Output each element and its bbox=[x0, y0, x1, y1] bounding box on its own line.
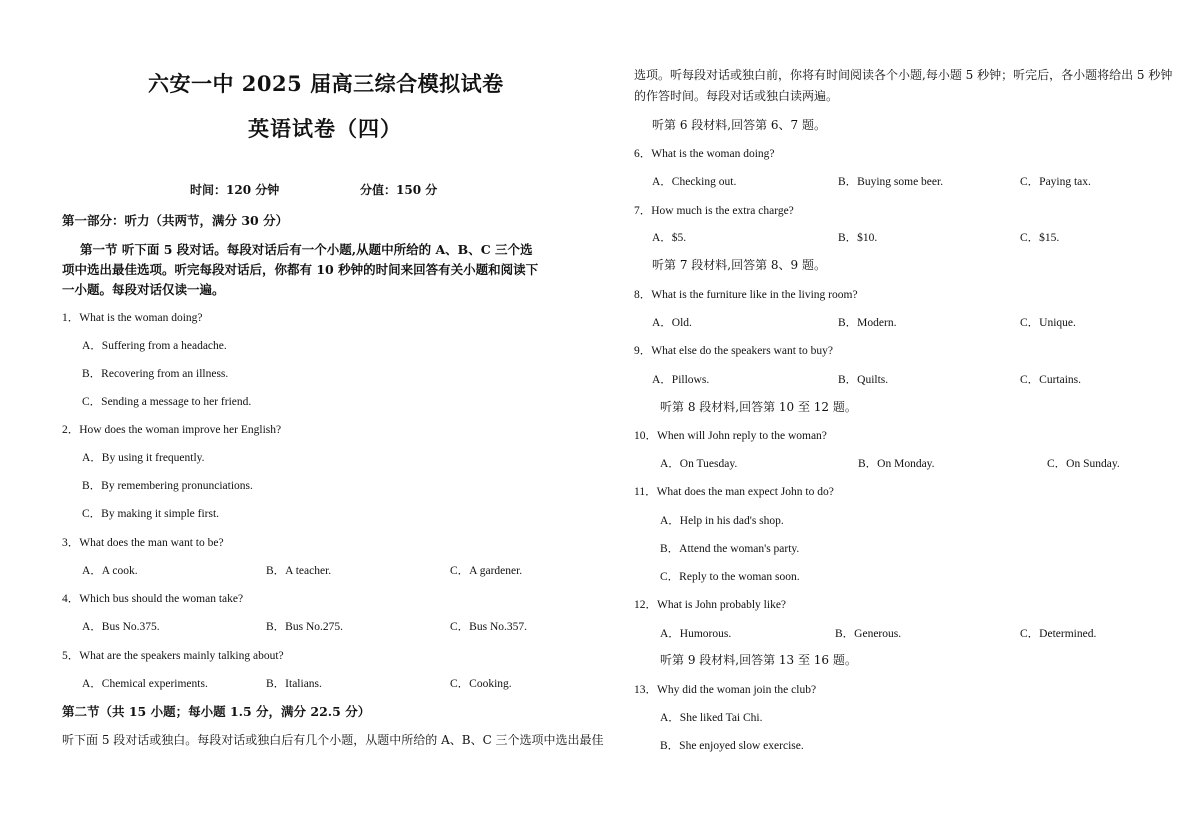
q7-option-c: C．$15. bbox=[1020, 232, 1060, 244]
section1-instructions-line3: 一小题。每段对话仅读一遍。 bbox=[62, 282, 225, 297]
question-11: 11．What does the man expect John to do? bbox=[634, 486, 834, 498]
q1-option-b: B．Recovering from an illness. bbox=[82, 368, 229, 380]
question-10: 10．When will John reply to the woman? bbox=[634, 430, 827, 442]
exam-time: 时间：120 分钟 bbox=[190, 183, 280, 197]
q2-option-a: A．By using it frequently. bbox=[82, 452, 205, 464]
q3-option-b: B．A teacher. bbox=[266, 565, 332, 577]
q2-option-c: C．By making it simple first. bbox=[82, 508, 220, 520]
exam-title: 六安一中 2025 届高三综合模拟试卷 bbox=[148, 71, 504, 96]
q12-option-b: B．Generous. bbox=[835, 628, 902, 640]
section2-heading: 第二节（共 15 小题；每小题 1.5 分，满分 22.5 分） bbox=[62, 704, 371, 719]
material-8-heading: 听第 8 段材料,回答第 10 至 12 题。 bbox=[660, 400, 857, 414]
section1-instructions-line2: 项中选出最佳选项。听完每段对话后，你都有 10 秒钟的时间来回答有关小题和阅读下 bbox=[62, 262, 539, 277]
q10-option-a: A．On Tuesday. bbox=[660, 458, 738, 470]
q11-option-c: C．Reply to the woman soon. bbox=[660, 571, 800, 583]
q9-option-c: C．Curtains. bbox=[1020, 374, 1082, 386]
question-3: 3．What does the man want to be? bbox=[62, 537, 224, 549]
q11-option-a: A．Help in his dad's shop. bbox=[660, 515, 784, 527]
question-4: 4．Which bus should the woman take? bbox=[62, 593, 244, 605]
q8-option-c: C．Unique. bbox=[1020, 317, 1076, 329]
q7-option-a: A．$5. bbox=[652, 232, 687, 244]
exam-score: 分值：150 分 bbox=[360, 183, 438, 197]
section2-intro-line3: 的作答时间。每段对话或独白读两遍。 bbox=[634, 89, 839, 103]
q4-option-b: B．Bus No.275. bbox=[266, 621, 343, 633]
q1-option-a: A．Suffering from a headache. bbox=[82, 340, 227, 352]
q5-option-b: B．Italians. bbox=[266, 678, 322, 690]
q7-option-b: B．$10. bbox=[838, 232, 878, 244]
q9-option-a: A．Pillows. bbox=[652, 374, 710, 386]
q12-option-a: A．Humorous. bbox=[660, 628, 732, 640]
question-6: 6．What is the woman doing? bbox=[634, 148, 775, 160]
section2-intro-line1: 听下面 5 段对话或独白。每段对话或独白后有几个小题，从题中所给的 A、B、C 三个选项中选出最佳 bbox=[62, 733, 604, 747]
q6-option-b: B．Buying some beer. bbox=[838, 176, 944, 188]
q10-option-b: B．On Monday. bbox=[858, 458, 935, 470]
section1-instructions-line1: 第一节 听下面 5 段对话。每段对话后有一个小题,从题中所给的 A、B、C 三个选 bbox=[80, 242, 533, 257]
question-8: 8．What is the furniture like in the living room? bbox=[634, 289, 858, 301]
q8-option-a: A．Old. bbox=[652, 317, 692, 329]
q5-option-c: C．Cooking. bbox=[450, 678, 512, 690]
question-9: 9．What else do the speakers want to buy? bbox=[634, 345, 833, 357]
question-2: 2．How does the woman improve her English? bbox=[62, 424, 282, 436]
q13-option-b: B．She enjoyed slow exercise. bbox=[660, 740, 804, 752]
q8-option-b: B．Modern. bbox=[838, 317, 897, 329]
q3-option-a: A．A cook. bbox=[82, 565, 138, 577]
question-1: 1．What is the woman doing? bbox=[62, 312, 203, 324]
question-12: 12．What is John probably like? bbox=[634, 599, 787, 611]
q10-option-c: C．On Sunday. bbox=[1047, 458, 1120, 470]
question-13: 13．Why did the woman join the club? bbox=[634, 684, 817, 696]
q11-option-b: B．Attend the woman's party. bbox=[660, 543, 800, 555]
q9-option-b: B．Quilts. bbox=[838, 374, 889, 386]
q3-option-c: C．A gardener. bbox=[450, 565, 523, 577]
question-7: 7．How much is the extra charge? bbox=[634, 205, 794, 217]
q12-option-c: C．Determined. bbox=[1020, 628, 1097, 640]
q13-option-a: A．She liked Tai Chi. bbox=[660, 712, 763, 724]
q4-option-c: C．Bus No.357. bbox=[450, 621, 527, 633]
q4-option-a: A．Bus No.375. bbox=[82, 621, 160, 633]
exam-subtitle: 英语试卷（四） bbox=[248, 116, 402, 141]
q6-option-c: C．Paying tax. bbox=[1020, 176, 1091, 188]
q5-option-a: A．Chemical experiments. bbox=[82, 678, 208, 690]
material-9-heading: 听第 9 段材料,回答第 13 至 16 题。 bbox=[660, 653, 857, 667]
q1-option-c: C．Sending a message to her friend. bbox=[82, 396, 252, 408]
part1-heading: 第一部分：听力（共两节，满分 30 分） bbox=[62, 213, 289, 228]
q2-option-b: B．By remembering pronunciations. bbox=[82, 480, 253, 492]
material-7-heading: 听第 7 段材料,回答第 8、9 题。 bbox=[652, 258, 826, 272]
material-6-heading: 听第 6 段材料,回答第 6、7 题。 bbox=[652, 118, 826, 132]
question-5: 5．What are the speakers mainly talking about? bbox=[62, 650, 284, 662]
q6-option-a: A．Checking out. bbox=[652, 176, 737, 188]
section2-intro-line2: 选项。听每段对话或独白前，你将有时间阅读各个小题,每小题 5 秒钟；听完后，各小题将给出 5 秒钟 bbox=[634, 68, 1173, 82]
